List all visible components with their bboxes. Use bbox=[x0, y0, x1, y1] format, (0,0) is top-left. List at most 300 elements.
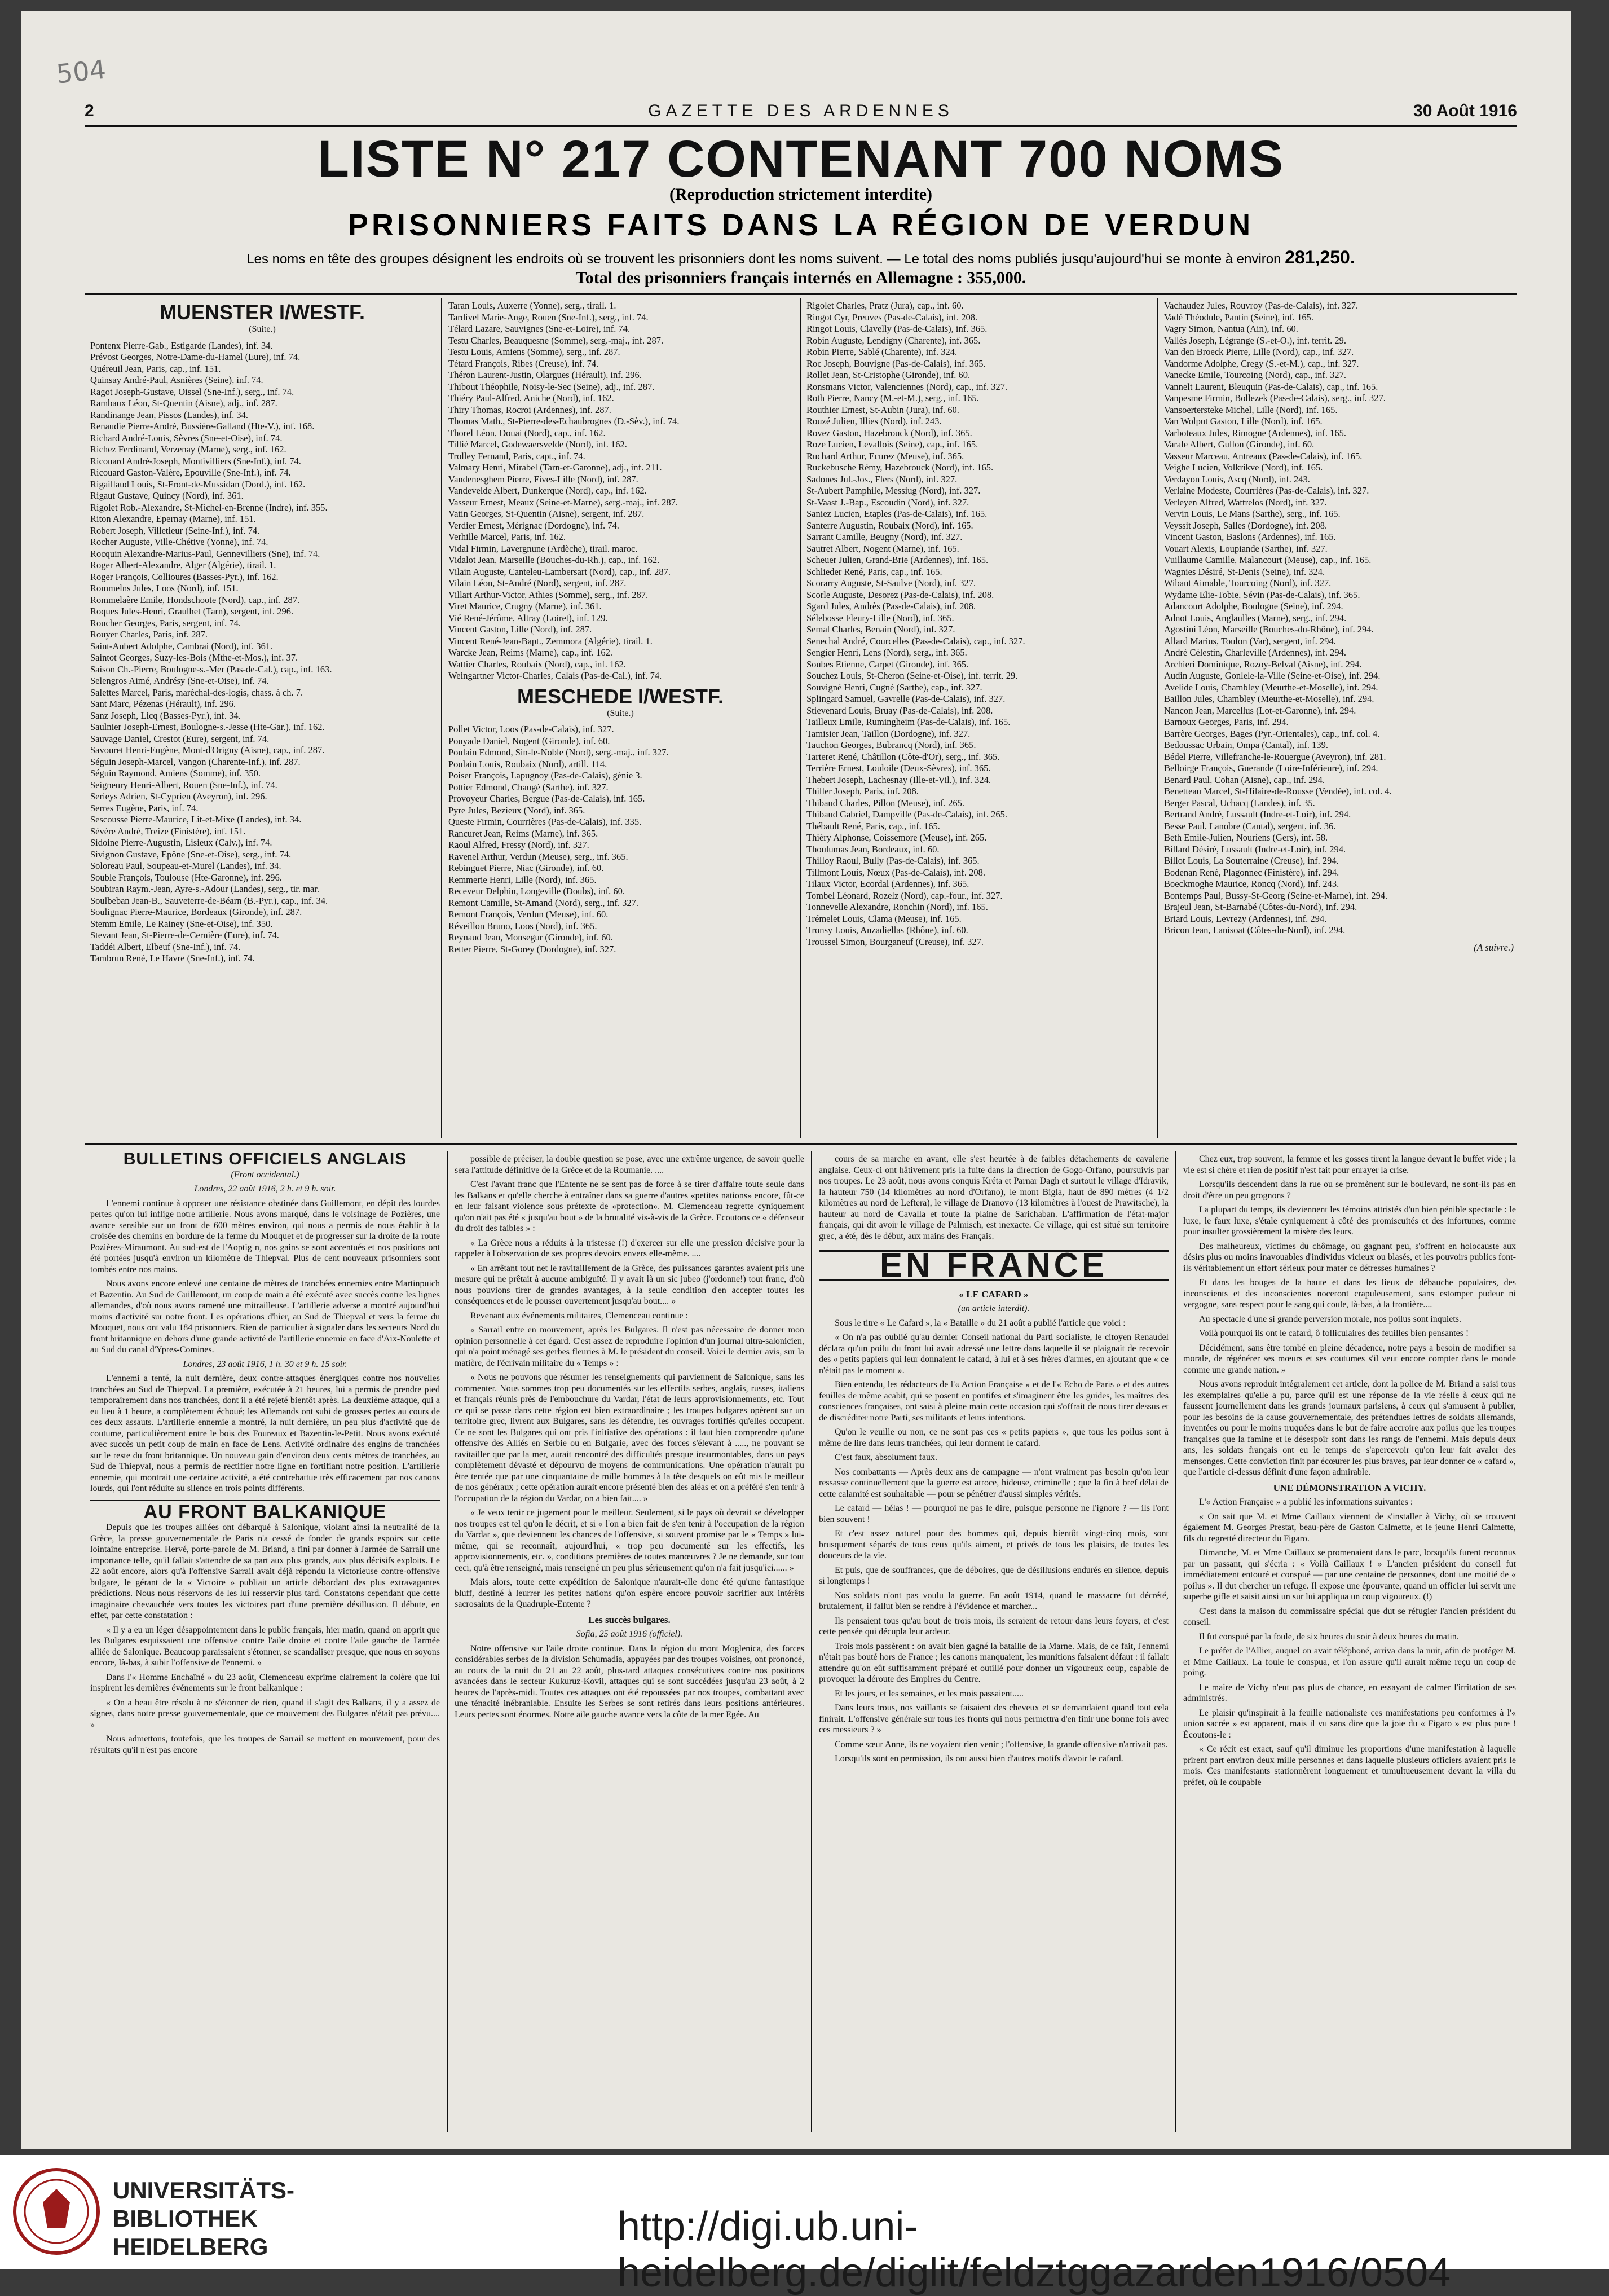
prisoner-entry: Sidoine Pierre-Augustin, Lisieux (Calv.), inf. 74. bbox=[90, 837, 272, 848]
prisoner-entry: Semal Charles, Benain (Nord), inf. 327. bbox=[806, 624, 955, 635]
paragraph: Nous admettons, toutefois, que les troupes de Sarrail se mettent en mouvement, pour des résultats qu'il n'est pas encore bbox=[90, 1734, 440, 1755]
prisoner-entry: Quinsay André-Paul, Asnières (Seine), inf. 74. bbox=[90, 375, 263, 385]
prisoner-entry: Roucher Georges, Paris, sergent, inf. 74. bbox=[90, 617, 241, 628]
paragraph: « En arrêtant tout net le ravitaillement de la Grèce, des puissances garantes avaient pris une mesure qui ne prêtait à aucune ambiguïté. Il y avait là un sic jubeo (j'ordonne!) tout franc, d'où nous pouvions tirer de grandes avantages, à la seule condition d'en accepter toutes les conséquences et de le pousser ouvertement jusqu'au bout.... » bbox=[455, 1263, 804, 1306]
bulletins-title: BULLETINS OFFICIELS ANGLAIS bbox=[123, 1150, 407, 1168]
prisoner-entry: Rocher Auguste, Ville-Chétive (Yonne), inf. 74. bbox=[90, 536, 268, 547]
prisoner-entry: Besse Paul, Lanobre (Cantal), sergent, inf. 36. bbox=[1164, 820, 1336, 832]
prisoner-entry: Ravenel Arthur, Verdun (Meuse), serg., inf. 365. bbox=[448, 851, 628, 862]
prisoner-entry: Tambrun René, Le Havre (Sne-Inf.), inf. 74. bbox=[90, 953, 255, 964]
prisoner-entry: Vanecke Emile, Tourcoing (Nord), cap., inf. 327. bbox=[1164, 370, 1346, 380]
prisoner-entry: Weingartner Victor-Charles, Calais (Pas-de-Cal.), inf. 74. bbox=[448, 670, 662, 681]
prisoner-entry: Routhier Ernest, St-Aubin (Jura), inf. 60. bbox=[806, 404, 959, 415]
prisoner-entry: Rigolet Rob.-Alexandre, St-Michel-en-Brenne (Indre), inf. 355. bbox=[90, 502, 328, 513]
paragraph: Des malheureux, victimes du chômage, ou gagnant peu, s'offrent en holocauste aux désirs plus ou moins inavouables d'individus vicieux ou blasés, et les pouvoirs publics font-ils véritablement un effort sérieux pour mater ce détresses humaines ? bbox=[1183, 1241, 1516, 1273]
paragraph: Le préfet de l'Allier, auquel on avait téléphoné, arriva dans la nuit, afin de protéger M. et Mme Caillaux. La foule le conspua, et l'on assure qu'il aurait même reçu un coup de poing. bbox=[1183, 1646, 1516, 1678]
prisoner-entry: Vervin Louis, Le Mans (Sarthe), serg., inf. 165. bbox=[1164, 508, 1341, 519]
prisoner-entry: Stevant Jean, St-Pierre-de-Cernière (Eure), inf. 74. bbox=[90, 930, 279, 940]
list-column-3 bbox=[806, 300, 1150, 948]
column-rule bbox=[1175, 1151, 1176, 2132]
prisoner-entry: Pollet Victor, Loos (Pas-de-Calais), inf. 327. bbox=[448, 724, 614, 734]
paragraph: Lorsqu'ils sont en permission, ils ont aussi bien d'autres motifs d'avoir le cafard. bbox=[835, 1754, 1123, 1763]
front-label: (Front occidental.) bbox=[231, 1169, 299, 1180]
prisoner-entry: Berger Pascal, Uchacq (Landes), inf. 35. bbox=[1164, 797, 1315, 808]
paragraph: Notre offensive sur l'aile droite continue. Dans la région du mont Moglenica, des forces considérables serbes de la division Schumadia, appuyées par des troupes voisines, ont prononcé, au cours de la nuit du 21 au 22 août, plus-tard attaques consécutives contre nos positions avancées dans le secteur Kukuruz-Kovil, attaques qui se sont succédées jusqu'au 23 août, à 2 heures de l'après-midi. Toutes ces attaques ont été repoussées par nos troupes, combattant avec une ténacité inébranlable. Ensuite les Serbes se sont retirés dans leurs positions antérieures. Leurs pertes sont énormes. Notre aile gauche avance vers la côte de la mer Egée. Au bbox=[455, 1643, 804, 1719]
prisoner-entry: Pouyade Daniel, Nogent (Gironde), inf. 60. bbox=[448, 735, 610, 746]
prisoner-entry: Viret Maurice, Crugny (Marne), inf. 361. bbox=[448, 601, 602, 612]
prisoner-entry: Vincent René-Jean-Bapt., Zemmora (Algérie), tirail. 1. bbox=[448, 635, 653, 646]
prisoner-entry: Thébault René, Paris, cap., inf. 165. bbox=[806, 820, 940, 832]
running-header bbox=[85, 102, 1517, 125]
prisoner-entry: Nancon Jean, Marcellus (Lot-et-Garonne), inf. 294. bbox=[1164, 705, 1356, 716]
paragraph: Au spectacle d'une si grande perversion morale, nos poilus sont inquiets. bbox=[1199, 1314, 1461, 1324]
section-rule bbox=[85, 1143, 1517, 1145]
prisoner-entry: Ragot Joseph-Gustave, Oissel (Sne-Inf.), serg., inf. 74. bbox=[90, 386, 294, 397]
prisoner-entry: Rancuret Jean, Reims (Marne), inf. 365. bbox=[448, 828, 598, 839]
prisoner-entry: Pontenx Pierre-Gab., Estigarde (Landes), inf. 34. bbox=[90, 340, 273, 351]
paragraph: Lorsqu'ils descendent dans la rue ou se promènent sur le boulevard, ne sont-ils pas en droit d'être un peu grognons ? bbox=[1183, 1180, 1516, 1200]
prisoner-entry: Audin Auguste, Gonlele-la-Ville (Seine-et-Oise), inf. 294. bbox=[1164, 670, 1381, 681]
prisoner-entry: Soubes Etienne, Carpet (Gironde), inf. 365. bbox=[806, 658, 969, 670]
prisoner-entry: Tilaux Victor, Ecordal (Ardennes), inf. 365. bbox=[806, 878, 969, 889]
prisoner-entry: Rouzé Julien, Illies (Nord), inf. 243. bbox=[806, 416, 942, 426]
prisoner-entry: Tailleux Emile, Rumingheim (Pas-de-Calais), inf. 165. bbox=[806, 716, 1011, 727]
prisoner-entry: Tétard François, Ribes (Creuse), inf. 74. bbox=[448, 358, 599, 369]
prisoner-entry: Ringot Louis, Clavelly (Pas-de-Calais), inf. 365. bbox=[806, 323, 988, 334]
prisoner-entry: Roth Pierre, Nancy (M.-et-M.), serg., inf. 165. bbox=[806, 393, 979, 403]
paragraph: C'est l'avant franc que l'Entente ne se sent pas de force à se tirer d'affaire toute seule dans les Balkans et qu'elle cherche à entraîner dans sa guerre d'autres «petites nations» encore, fût-ce en leur faisant violence sous prétexte de «protection». M. Clemenceau regrette cyniquement qu'on n'ait pas été « jusqu'au bout » de la brutalité vis-à-vis de la Grèce. Ecoutons ce « défenseur du droit des faibles » : bbox=[455, 1180, 804, 1233]
prisoner-entry: Sautret Albert, Nogent (Marne), inf. 165. bbox=[806, 543, 959, 554]
library-name bbox=[113, 2176, 294, 2261]
bulletin-date: Londres, 23 août 1916, 1 h. 30 et 9 h. 15 soir. bbox=[183, 1359, 347, 1369]
paragraph: Revenant aux événements militaires, Clemenceau continue : bbox=[470, 1310, 689, 1321]
library-name-line: HEIDELBERG bbox=[113, 2233, 268, 2260]
to-be-continued: (A suivre.) bbox=[1474, 942, 1514, 953]
prisoner-entry: Vadé Théodule, Pantin (Seine), inf. 165. bbox=[1164, 311, 1314, 323]
prisoner-entry: Ruckebusche Rémy, Hazebrouck (Nord), inf. 165. bbox=[806, 462, 994, 473]
paragraph: « Ce récit est exact, sauf qu'il diminue les proportions d'une manifestation à laquelle prirent part environ deux mille personnes et dans laquelle plusieurs officiers avaient pris le mois. Ces manifestants stationnèrent longuement et tumultueusement devant la villa du préfet, où le coupable bbox=[1183, 1744, 1516, 1787]
prisoner-entry: Stemm Emile, Le Rainey (Sne-et-Oise), inf. 350. bbox=[90, 918, 273, 929]
prisoner-entry: Roques Jules-Henri, Graulhet (Tarn), sergent, inf. 296. bbox=[90, 606, 294, 617]
list-title: LISTE N° 217 CONTENANT 700 NOMS bbox=[317, 130, 1285, 188]
prisoner-entry: Robin Pierre, Sablé (Charente), inf. 324. bbox=[806, 346, 958, 357]
prisoner-entry: Bricon Jean, Lanisoat (Côtes-du-Nord), inf. 294. bbox=[1164, 925, 1346, 935]
paragraph: La plupart du temps, ils deviennent les témoins attristés d'un bien pénible spectacle : le luxe, le faux luxe, s'étale cyniquement à côté des promiscuités et des infortunes, comme pour insulter grossièrement la misère des leurs. bbox=[1183, 1205, 1516, 1237]
prisoner-entry: Benard Paul, Cohan (Aisne), cap., inf. 294. bbox=[1164, 774, 1325, 785]
prisoner-entry: Riton Alexandre, Epernay (Marne), inf. 151. bbox=[90, 513, 256, 524]
prisoner-entry: Poiser François, Lapugnoy (Pas-de-Calais), génie 3. bbox=[448, 770, 642, 781]
prisoner-entry: Vidal Firmin, Lavergnune (Ardèche), tirail. maroc. bbox=[448, 543, 638, 554]
prisoner-entry: Réveillon Bruno, Loos (Nord), inf. 365. bbox=[448, 920, 597, 931]
prisoner-entry: Veyssit Joseph, Salles (Dordogne), inf. 208. bbox=[1164, 520, 1328, 531]
prisoner-entry: Tillié Marcel, Godewaersvelde (Nord), inf. 162. bbox=[448, 439, 627, 450]
prisoner-entry: Verleyen Alfred, Wattrelos (Nord), inf. 327. bbox=[1164, 496, 1327, 508]
prisoner-entry: Scheuer Julien, Grand-Brie (Ardennes), inf. 165. bbox=[806, 555, 989, 565]
article-column-4 bbox=[1183, 1154, 1516, 1791]
column-rule bbox=[811, 1151, 812, 2132]
prisoner-entry: Baillon Jules, Chambley (Meurthe-et-Moselle), inf. 294. bbox=[1164, 693, 1374, 704]
prisoner-entry: Van Wolput Gaston, Lille (Nord), inf. 165. bbox=[1164, 416, 1323, 426]
list-column-4 bbox=[1164, 300, 1514, 953]
prisoner-entry: Adancourt Adolphe, Boulogne (Seine), inf. 294. bbox=[1164, 601, 1343, 612]
prisoner-entry: Randinange Jean, Pissos (Landes), inf. 34. bbox=[90, 409, 248, 420]
prisoner-entry: Ricouard Gaston-Valère, Epouville (Sne-Inf.), inf. 74. bbox=[90, 467, 291, 478]
prisoner-entry: Thibout Théophile, Noisy-le-Sec (Seine), adj., inf. 287. bbox=[448, 381, 655, 392]
prisoner-entry: Verdier Ernest, Mérignac (Dordogne), inf. 74. bbox=[448, 520, 619, 531]
prisoner-entry: Roger Albert-Alexandre, Alger (Algérie), tirail. 1. bbox=[90, 560, 276, 570]
paragraph: Qu'on le veuille ou non, ce ne sont pas ces « petits papiers », que tous les poilus sont à même de lire dans leurs tranchées, qui leur donnent le cafard. bbox=[819, 1427, 1169, 1448]
prisoner-entry: Vié René-Jérôme, Altray (Loiret), inf. 129. bbox=[448, 612, 608, 623]
prisoner-entry: Troussel Simon, Bourganeuf (Creuse), inf. 327. bbox=[806, 936, 984, 947]
prisoner-entry: Vincent Gaston, Lille (Nord), inf. 287. bbox=[448, 624, 592, 635]
prisoner-entry: Séguin Raymond, Amiens (Somme), inf. 350. bbox=[90, 768, 261, 778]
prisoner-entry: Vasseur Ernest, Meaux (Seine-et-Marne), serg.-maj., inf. 287. bbox=[448, 496, 678, 508]
prisoner-entry: Verlaine Modeste, Courrières (Pas-de-Calais), inf. 327. bbox=[1164, 485, 1369, 496]
library-name-line: BIBLIOTHEK bbox=[113, 2205, 258, 2232]
prisoner-entry: Vandenesghem Pierre, Fives-Lille (Nord), inf. 287. bbox=[448, 473, 638, 485]
prisoner-entry: Sarrant Camille, Beugny (Nord), inf. 327. bbox=[806, 531, 963, 542]
prisoner-entry: Trolley Fernand, Paris, capt., inf. 74. bbox=[448, 450, 585, 461]
paragraph: Comme sœur Anne, ils ne voyaient rien venir ; l'offensive, la grande offensive n'arrivait pas. bbox=[835, 1739, 1168, 1749]
paragraph: L'ennemi continue à opposer une résistance obstinée dans Guillemont, en dépit des lourdes pertes qu'on lui inflige notre artillerie. Nous avons marqué, dans le voisinage de Pozières, une avance sensible sur un front de 600 mètres environ, qui nous a permis de nous établir à la croisée des chemins en bordure de la ferme du Mouquet et de progresser sur la droite de la route Pozières-Miraumont. Au sud-est de l'Aoptig n, nos gains se sont accentués et nos positions ont été portées jusqu'à environ un kilomètre de Thiepval. Plus de cent nouveaux prisonniers sont tombés entre nos mains. bbox=[90, 1198, 440, 1274]
prisoner-entry: Tauchon Georges, Bubrancq (Nord), inf. 365. bbox=[806, 740, 976, 750]
prisoner-entry: Serres Eugène, Paris, inf. 74. bbox=[90, 802, 199, 813]
paragraph: Décidément, sans être tombé en pleine décadence, notre pays a besoin de modifier sa morale, de régénérer ses mœurs et ses coutumes s'il veut encore compter dans le monde comme une grande nation. » bbox=[1183, 1343, 1516, 1375]
prisoner-entry: Pottier Edmond, Chaugé (Sarthe), inf. 327. bbox=[448, 781, 609, 793]
prisoner-entry: Roc Joseph, Bouvigne (Pas-de-Calais), inf. 365. bbox=[806, 358, 986, 369]
prisoner-entry: Retter Pierre, St-Gorey (Dordogne), inf. 327. bbox=[448, 943, 616, 955]
prisoner-entry: Testu Charles, Beauquesne (Somme), serg.-maj., inf. 287. bbox=[448, 335, 664, 346]
prisoner-entry: Tillmont Louis, Nœux (Pas-de-Calais), inf. 208. bbox=[806, 867, 986, 878]
column-rule bbox=[441, 298, 442, 1138]
prisoner-entry: Sengier Henri, Lens (Nord), serg., inf. 365. bbox=[806, 647, 967, 658]
prisoner-entry: Avelide Louis, Chambley (Meurthe-et-Moselle), inf. 294. bbox=[1164, 681, 1378, 693]
reproduction-notice: (Reproduction strictement interdite) bbox=[669, 185, 932, 204]
prisoner-entry: Sant Marc, Pézenas (Hérault), inf. 296. bbox=[90, 698, 236, 709]
prisoner-entry: Splingard Samuel, Gavrelle (Pas-de-Calais), inf. 327. bbox=[806, 693, 1006, 704]
prisoner-entry: Soulbeban Jean-B., Sauveterre-de-Béarn (B.-Pyr.), cap., inf. 34. bbox=[90, 895, 328, 906]
prisoner-entry: Richard André-Louis, Sèvres (Sne-et-Oise), inf. 74. bbox=[90, 432, 283, 443]
prisoner-entry: Queste Firmin, Courrières (Pas-de-Calais), inf. 335. bbox=[448, 816, 642, 827]
prisoner-entry: Thiéry Paul-Alfred, Aniche (Nord), inf. 162. bbox=[448, 393, 614, 403]
subheading: Les succès bulgares. bbox=[588, 1614, 671, 1625]
prisoner-entry: Poulain Edmond, Sin-le-Noble (Nord), serg.-maj., inf. 327. bbox=[448, 747, 669, 758]
permalink[interactable]: http://digi.ub.uni-heidelberg.de/diglit/feldztggazarden1916/0504 bbox=[618, 2204, 1451, 2295]
prisoner-entry: Ruchard Arthur, Ecurez (Meuse), inf. 365. bbox=[806, 450, 964, 461]
paragraph: Dans leurs trous, nos vaillants se faisaient des cheveux et se demandaient quand tout cela finirait. L'offensive générale sur tous les fronts qui nous permettra d'en finir une bonne fois avec ces messieurs ? » bbox=[819, 1703, 1169, 1735]
prisoner-entry: Robin Auguste, Lendigny (Charente), inf. 365. bbox=[806, 335, 981, 346]
prisoner-entry: Roger François, Collioures (Basses-Pyr.), inf. 162. bbox=[90, 571, 279, 582]
prisoner-entry: Wattier Charles, Roubaix (Nord), cap., inf. 162. bbox=[448, 658, 626, 670]
prisoner-entry: Vanpesme Firmin, Bollezek (Pas-de-Calais), serg., inf. 327. bbox=[1164, 393, 1386, 403]
prisoner-entry: Tronsy Louis, Anzadiellas (Rhône), inf. 60. bbox=[806, 925, 968, 935]
prisoner-entry: Rovez Gaston, Hazebrouck (Nord), inf. 365. bbox=[806, 427, 972, 438]
prisoner-entry: Télard Lazare, Sauvignes (Sne-et-Loire), inf. 74. bbox=[448, 323, 631, 334]
prisoner-entry: Rollet Jean, St-Cristophe (Gironde), inf. 60. bbox=[806, 370, 971, 380]
prisoner-entry: Taran Louis, Auxerre (Yonne), serg., tirail. 1. bbox=[448, 300, 616, 311]
library-banner bbox=[0, 2155, 1609, 2295]
paragraph: Sous le titre « Le Cafard », la « Bataille » du 21 août a publié l'article que voici : bbox=[835, 1318, 1126, 1328]
prisoner-entry: Vallès Joseph, Légrange (S.-et-O.), inf. territ. 29. bbox=[1164, 335, 1347, 346]
prisoner-entry: Savouret Henri-Eugène, Mont-d'Origny (Aisne), cap., inf. 287. bbox=[90, 745, 325, 755]
prisoner-entry: Tamisier Jean, Taillon (Dordogne), inf. 327. bbox=[806, 728, 971, 739]
prisoner-entry: Thiry Thomas, Rocroi (Ardennes), inf. 287. bbox=[448, 404, 611, 415]
prisoner-entry: Bontemps Paul, Bussy-St-Georg (Seine-et-Marne), inf. 294. bbox=[1164, 890, 1388, 901]
prisoner-entry: Soloreau Paul, Soupeau-et-Murel (Landes), inf. 34. bbox=[90, 860, 281, 871]
prisoner-entry: Varboteaux Jules, Rimogne (Ardennes), inf. 165. bbox=[1164, 427, 1347, 438]
paragraph: Dans l'« Homme Enchaîné » du 23 août, Clemenceau exprime clairement la colère que lui inspirent les dernières événements sur le front balkanique : bbox=[90, 1672, 440, 1693]
prisoner-entry: Rebinguet Pierre, Niac (Gironde), inf. 60. bbox=[448, 863, 604, 873]
suite-label: (Suite.) bbox=[249, 324, 276, 334]
prisoner-entry: Rigaillaud Louis, St-Front-de-Mussidan (Dord.), inf. 162. bbox=[90, 478, 306, 490]
prisoner-entry: Saison Ch.-Pierre, Boulogne-s.-Mer (Pas-de-Cal.), cap., inf. 163. bbox=[90, 663, 332, 675]
paragraph: Le maire de Vichy n'eut pas plus de chance, en essayant de calmer l'irritation de ses administrés. bbox=[1183, 1682, 1516, 1703]
prisoner-entry: Richez Ferdinand, Verzenay (Marne), serg., inf. 162. bbox=[90, 444, 286, 455]
prisoner-entry: Soulignac Pierre-Maurice, Bordeaux (Gironde), inf. 287. bbox=[90, 907, 302, 917]
library-name-line: UNIVERSITÄTS- bbox=[113, 2177, 295, 2203]
prisoner-entry: Vannelt Laurent, Bleuquin (Pas-de-Calais), cap., inf. 165. bbox=[1164, 381, 1378, 392]
prisoner-entry: Saint-Aubert Adolphe, Cambrai (Nord), inf. 361. bbox=[90, 640, 273, 652]
prisoner-entry: Belloirge François, Guerande (Loire-Inférieure), inf. 294. bbox=[1164, 763, 1378, 773]
prisoner-entry: Benetteau Marcel, St-Hilaire-de-Rousse (Vendée), inf. col. 4. bbox=[1164, 786, 1392, 797]
prisoner-entry: Billard Désiré, Lussault (Indre-et-Loir), inf. 294. bbox=[1164, 843, 1346, 855]
prisoner-entry: Tonnevelle Alexandre, Ronchin (Nord), inf. 165. bbox=[806, 901, 988, 912]
paragraph: L'« Action Française » a publié les informations suivantes : bbox=[1199, 1497, 1413, 1507]
masthead: GAZETTE DES ARDENNES bbox=[648, 102, 954, 120]
header-rule bbox=[85, 125, 1517, 127]
prisoner-entry: Villart Arthur-Victor, Athies (Somme), serg., inf. 287. bbox=[448, 589, 649, 600]
cafard-heading: « LE CAFARD » bbox=[959, 1288, 1029, 1300]
prisoner-entry: Terrière Ernest, Louloile (Deux-Sèvres), inf. 365. bbox=[806, 763, 991, 773]
bulletin-date: Sofia, 25 août 1916 (officiel). bbox=[576, 1629, 683, 1639]
prisoner-entry: Archieri Dominique, Rozoy-Belval (Aisne), inf. 294. bbox=[1164, 658, 1362, 670]
list-column-2 bbox=[448, 300, 792, 955]
prisoner-entry: Agostini Léon, Marseille (Bouches-du-Rhône), inf. 294. bbox=[1164, 624, 1374, 635]
paragraph: Ils pensaient tous qu'au bout de trois mois, ils seraient de retour dans leurs foyers, et c'est cette pensée qui décupla leur ardeur. bbox=[819, 1616, 1169, 1637]
prisoner-entry: Bedoussac Urbain, Ompa (Cantal), inf. 139. bbox=[1164, 740, 1328, 750]
prisoner-entry: Trémelet Louis, Clama (Meuse), inf. 165. bbox=[806, 913, 962, 924]
paragraph: « On n'a pas oublié qu'au dernier Conseil national du Parti socialiste, le citoyen Renaudel déclara qu'un poilu du front lui avait adressé une lettre dans laquelle il se plaignait de recevoir des « petits papiers qui leur donnaient le cafard, à lui et à ses frères d'armes, en ajoutant que « ce n'était pas le moment ». bbox=[819, 1332, 1169, 1375]
prisoner-entry: Thomas Math., St-Pierre-des-Echaubrognes (D.-Sèv.), inf. 74. bbox=[448, 416, 680, 426]
prisoner-entry: Rouyer Charles, Paris, inf. 287. bbox=[90, 629, 208, 640]
paragraph: Et puis, que de souffrances, que de déboires, que de désillusions endurés en silence, depuis si longtemps ! bbox=[819, 1565, 1169, 1586]
prisoner-entry: St-Vaast J.-Bap., Escoudin (Nord), inf. 327. bbox=[806, 496, 969, 508]
paragraph: Le plaisir qu'inspirait à la feuille nationaliste ces manifestations peu conformes à l'« union sacrée » est apparent, mais il vu sans dire que la joie du « Figaro » est plus pure ! Écoutons-le : bbox=[1183, 1708, 1516, 1740]
prisoner-entry: Poulain Louis, Roubaix (Nord), artill. 114. bbox=[448, 758, 607, 769]
prisoner-entry: Barnoux Georges, Paris, inf. 294. bbox=[1164, 716, 1289, 727]
prisoner-entry: Remont Camille, St-Amand (Nord), serg., inf. 327. bbox=[448, 897, 638, 908]
prisoner-entry: Thibaud Charles, Pillon (Meuse), inf. 265. bbox=[806, 797, 965, 808]
prisoner-entry: Billot Louis, La Souterraine (Creuse), inf. 294. bbox=[1164, 855, 1339, 866]
prisoner-entry: Warcke Jean, Reims (Marne), cap., inf. 162. bbox=[448, 647, 612, 658]
prisoner-entry: Sévère André, Treize (Finistère), inf. 151. bbox=[90, 825, 246, 837]
prisoner-entry: Thibaud Gabriel, Dampville (Pas-de-Calais), inf. 265. bbox=[806, 809, 1008, 820]
prisoner-entry: Varale Albert, Gullon (Gironde), inf. 60. bbox=[1164, 439, 1315, 450]
prisoner-entry: Adnot Louis, Anglaulles (Marne), serg., inf. 294. bbox=[1164, 612, 1347, 623]
prisoner-entry: Taddéi Albert, Elbeuf (Sne-Inf.), inf. 74. bbox=[90, 941, 241, 952]
paragraph: C'est faux, absolument faux. bbox=[835, 1453, 937, 1462]
prisoner-entry: Verdayon Louis, Ascq (Nord), inf. 243. bbox=[1164, 473, 1310, 485]
prisoner-entry: Schlieder René, Paris, cap., inf. 165. bbox=[806, 566, 942, 577]
total-line: Total des prisonniers français internés en Allemagne : 355,000. bbox=[575, 269, 1026, 287]
prisoner-entry: Sgard Jules, Andrès (Pas-de-Calais), inf. 208. bbox=[806, 601, 976, 612]
prisoner-entry: Tardivel Marie-Ange, Rouen (Sne-Inf.), serg., inf. 74. bbox=[448, 311, 649, 323]
article-column-1 bbox=[90, 1150, 440, 1759]
paragraph: Et dans les bouges de la haute et dans les lieux de débauche populaires, des inconscients et des inconscientes noceront crapuleusement, sans estomper pudeur ni vergogne, sans respect pour le sang qui coule, là-bas, à la frontière.... bbox=[1183, 1278, 1516, 1309]
prisoner-entry: Rommelaère Emile, Hondschoote (Nord), cap., inf. 287. bbox=[90, 594, 300, 605]
paragraph: « La Grèce nous a réduits à la tristesse (!) d'exercer sur elle une pression décisive pour la rappeler à l'observation de ses propres devoirs envers elle-même. .... bbox=[455, 1238, 804, 1259]
prisoner-entry: Provoyeur Charles, Bergue (Pas-de-Calais), inf. 165. bbox=[448, 793, 645, 804]
prisoner-entry: Verhille Marcel, Paris, inf. 162. bbox=[448, 531, 566, 542]
prisoner-entry: Soubiran Raym.-Jean, Ayre-s.-Adour (Landes), serg., tir. mar. bbox=[90, 883, 320, 894]
paragraph: Et les jours, et les semaines, et les mois passaient..... bbox=[835, 1688, 1024, 1699]
column-rule bbox=[447, 1151, 448, 2132]
prisoner-entry: Rigaut Gustave, Quincy (Nord), inf. 361. bbox=[90, 490, 244, 501]
prisoner-entry: Receveur Delphin, Longeville (Doubs), inf. 60. bbox=[448, 886, 625, 896]
prisoner-entry: Beth Emile-Julien, Nouriens (Gers), inf. 58. bbox=[1164, 832, 1328, 843]
paragraph: L'ennemi a tenté, la nuit dernière, deux contre-attaques énergiques contre nos nouvelles tranchées au Sud de Thiepval. La première, exécutée à 21 heures, lui a permis de prendre pied temporairement dans nos tranchées, dont il a été rejeté bientôt après. La deuxième attaque, qui a eu lieu à 1 heure, a complètement échoué; les Allemands ont subi de grosses pertes au cours de ces deux assauts. L'artillerie ennemie a montré, la nuit dernière, un peu plus d'activité que de coutume, particulièrement entre le bois des Foureaux et Bazentin-le-Petit. Nous avons exécuté avec succès un petit coup de main en face de Lens. Activité ordinaire des engins de tranchées sur le reste du front britannique. Un nouveau gain d'environ deux cents mètres de tranchées, au Sud de Thiepval, nous a permis de rectifier notre ligne en fortifiant notre position. L'artillerie ennemie, qui montrait une certaine activité, a été contrebattue très efficacement par nos canons lourds, qui l'ont réduite au silence en trois points différents. bbox=[90, 1374, 440, 1493]
list-heading: PRISONNIERS FAITS DANS LA RÉGION DE VERDUN bbox=[347, 208, 1254, 242]
paragraph: Nos soldats n'ont pas voulu la guerre. En août 1914, quand le massacre fut décrété, brutalement, il fallut bien se rendre à l'évidence et marcher... bbox=[819, 1590, 1169, 1611]
prisoner-entry: Wagnies Désiré, St-Denis (Seine), inf. 324. bbox=[1164, 566, 1325, 577]
prisoner-entry: Bodenan René, Plagonnec (Finistère), inf. 294. bbox=[1164, 867, 1339, 878]
paragraph: Mais alors, toute cette expédition de Salonique n'aurait-elle donc été qu'une fantastique bluff, destiné à leurrer les petites nations qu'on espère encore pouvoir sacrifier aux intérêts sacrosaints de la Quadruple-Entente ? bbox=[455, 1577, 804, 1609]
prisoner-entry: Bertrand André, Lussault (Indre-et-Loir), inf. 294. bbox=[1164, 809, 1351, 820]
vichy-heading: UNE DÉMONSTRATION A VICHY. bbox=[1273, 1482, 1426, 1493]
prisoner-entry: Seigneury Henri-Albert, Rouen (Sne-Inf.), inf. 74. bbox=[90, 779, 277, 790]
paragraph: « On sait que M. et Mme Caillaux viennent de s'installer à Vichy, où se trouvent également M. Georges Prestat, beau-père de Gaston Calmette, et le jeune Henri Calmette, fils du regretté directeur du Figaro. bbox=[1183, 1511, 1516, 1543]
prisoner-entry: Souvigné Henri, Cugné (Sarthe), cap., inf. 327. bbox=[806, 681, 982, 693]
prisoner-entry: Vagry Simon, Nantua (Ain), inf. 60. bbox=[1164, 323, 1298, 334]
en-france-heading: EN FRANCE bbox=[819, 1250, 1169, 1281]
prisoner-entry: Wibaut Aimable, Tourcoing (Nord), inf. 327. bbox=[1164, 578, 1332, 588]
paragraph: Et c'est assez naturel pour des hommes qui, depuis bientôt vingt-cinq mois, sont brusquement séparés de tous ceux qu'ils aiment, et privés de tous les plaisirs, de toutes les douceurs de la vie. bbox=[819, 1529, 1169, 1560]
prisoner-entry: Scorle Auguste, Desorez (Pas-de-Calais), inf. 208. bbox=[806, 589, 994, 600]
paragraph: cours de sa marche en avant, elle s'est heurtée à de faibles détachements de cavalerie anglaise. Ceux-ci ont hâtivement pris la fuite dans la direction de Gogo-Orfano, poursuivis par nos troupes. Le 23 août, nous avons conquis Kréta et Parnar Dagh et surtout le village d'Idravik, la hauteur 750 (14 kilomètres au nord d'Orfano), le mont Bigla, haut de 890 mètres (4 1/2 kilomètres au nord de Leftera), le village de Dranovo (13 kilomètres à l'ouest de Prawitsche), la hauteur au nord de Cavalla et toute la plaine de Sarichaban. L'affirmation de l'état-major français, qui dit avoir le village de Palmisch, est inexacte. Ce village, qui est situé sur territoire grec, a été, dès le début, aux mains des Français. bbox=[819, 1154, 1169, 1241]
paragraph: C'est dans la maison du commissaire spécial que dut se réfugier l'ancien président du conseil. bbox=[1183, 1606, 1516, 1627]
paragraph: Nous avons encore enlevé une centaine de mètres de tranchées ennemies entre Martinpuich et Bazentin. Au Sud de Guillemont, un coup de main a été exécuté avec succès contre les lignes allemandes, d'où nous avons ramené une mitrailleuse. L'artillerie adverse a montré aujourd'hui moins d'activité sur notre front. Les opérations d'hier, au Sud de Thiepval et vers la ferme du Mouquet, nous ont valu 184 prisonniers. Rien de particulier à signaler dans les secteurs Nord du front britannique en dehors d'une grande activité de l'artillerie ennemie en face d'Aix-Noulette et au Sud du canal d'Ypres-Comines. bbox=[90, 1279, 440, 1354]
prisoner-entry: Briard Louis, Levrezy (Ardennes), inf. 294. bbox=[1164, 913, 1327, 924]
camp-name: MUENSTER I/WESTF. bbox=[159, 301, 365, 324]
prisoner-entry: Ringot Cyr, Preuves (Pas-de-Calais), inf. 208. bbox=[806, 311, 978, 323]
prisoner-entry: Thiéry Alphonse, Coissemore (Meuse), inf. 265. bbox=[806, 832, 987, 843]
prisoner-entry: André Célestin, Charleville (Ardennes), inf. 294. bbox=[1164, 647, 1347, 658]
prisoner-entry: Sescousse Pierre-Maurice, Lit-et-Mixe (Landes), inf. 34. bbox=[90, 814, 302, 825]
paragraph: « Je veux tenir ce jugement pour le meilleur. Seulement, si le pays où devrait se développer nos troupes est tel qu'on le décrit, et si « l'on a bien fait de s'en tenir à l'occupation de la région du Vardar », que deviennent les chances de l'offensive, si souvent promise par le « Temps » lui-même, qui se reconnaît, aujourd'hui, « trop peu documenté sur les effectifs, les approvisionnements, etc. », conditions premières de toutes manœuvres ? Je ne demande, sur tout ceci, qu'à être renseigné, mais renseigné un peu plus sérieusement qu'on n'a fait jusqu'ici...... » bbox=[455, 1508, 804, 1573]
column-rule bbox=[800, 298, 801, 1138]
prisoner-entry: Thilloy Raoul, Bully (Pas-de-Calais), inf. 365. bbox=[806, 855, 980, 866]
cafard-subheading: (un article interdit). bbox=[958, 1304, 1030, 1313]
prisoner-entry: Rigolet Charles, Pratz (Jura), cap., inf. 60. bbox=[806, 300, 964, 311]
prisoner-entry: Prévost Georges, Notre-Dame-du-Hamel (Eure), inf. 74. bbox=[90, 351, 301, 362]
prisoner-entry: Quéreuil Jean, Paris, cap., inf. 151. bbox=[90, 363, 221, 374]
prisoner-entry: St-Aubert Pamphile, Messiug (Nord), inf. 327. bbox=[806, 485, 981, 496]
prisoner-entry: Bédel Pierre, Villefranche-le-Rouergue (Aveyron), inf. 281. bbox=[1164, 751, 1386, 762]
prisoner-entry: Thiller Joseph, Paris, inf. 208. bbox=[806, 786, 919, 797]
prisoner-entry: Brajeul Jean, St-Barnabé (Côtes-du-Nord), inf. 294. bbox=[1164, 901, 1357, 912]
paragraph: Le cafard — hélas ! — pourquoi ne pas le dire, puisque personne ne l'ignore ? — ils l'ont bien souvent ! bbox=[819, 1503, 1169, 1524]
paragraph: Dimanche, M. et Mme Caillaux se promenaient dans le parc, lorsqu'ils furent reconnus par un passant, qui s'écria : « Voilà Caillaux ! » L'ancien président du conseil fut immédiatement entouré et conspué — par une centaine de personnes, dont une moitié de « poilus ». Il dut chercher un refuge. Il expose une épouvante, quand un officier lui servit une superbe gifle et saisit ainsi un sur lui appliqua un coup vigoureux. (!) bbox=[1183, 1548, 1516, 1602]
paragraph: « Nous ne pouvons que résumer les renseignements qui parviennent de Salonique, sans les commenter. Nous sommes trop peu documentés sur les effectifs serbes, anglais, russes, italiens et français réunis près de l'embouchure du Vardar, l'état de leurs approvisionnements, etc. Tout ce qui se passe dans cette région est bien extraordinaire ; les troupes bulgares opèrent sur un territoire grec, livrent aux Bulgares, sans les défendre, les ouvrages fortifiés qu'elles occupent. Ce ne sont les Bulgares qui ont pris l'initiative des opérations : il faut bien comprendre qu'une offensive des Alliés en Serbie ou en Bulgarie, avec des forces s'élevant à ....., ne pouvant se ravitailler que par la mer, aurait rencontré des difficultés presque insurmontables, dans un pays complètement dévasté et dépourvu de moyens de communications. Une opération n'aurait pu être tentée que par une cinquantaine de mille hommes à la tête desquels on eût mis le meilleur de nos généraux ; cette opération aurait encore présenté bien des aléas et on a préféré s'en tenir à l'occupation de la région du Vardar, on a bien fait.... » bbox=[455, 1373, 804, 1503]
handwritten-page-number: 504 bbox=[55, 54, 108, 90]
bulletin-date: Londres, 22 août 1916, 2 h. et 9 h. soir. bbox=[194, 1184, 336, 1194]
camp-name: MESCHEDE I/WESTF. bbox=[517, 684, 724, 708]
note-text: Les noms en tête des groupes désignent les endroits où se trouvent les prisonniers dont les noms suivent. — Le total des noms publiés jusqu'aujourd'hui se monte à environ bbox=[246, 252, 1281, 267]
prisoner-entry: Tarteret René, Châtillon (Côte-d'Or), serg., inf. 365. bbox=[806, 751, 1000, 762]
prisoner-entry: Séguin Joseph-Marcel, Vangon (Charente-Inf.), inf. 287. bbox=[90, 756, 301, 767]
prisoner-entry: Saulnier Joseph-Ernest, Boulogne-s.-Jesse (Hte-Gar.), inf. 162. bbox=[90, 722, 325, 732]
prisoner-entry: Théron Laurent-Justin, Olargues (Hérault), inf. 296. bbox=[448, 370, 642, 380]
prisoner-entry: Ricouard André-Joseph, Montivilliers (Sne-Inf.), inf. 74. bbox=[90, 455, 301, 467]
column-rule bbox=[1157, 298, 1158, 1138]
prisoner-entry: Rommelns Jules, Loos (Nord), inf. 151. bbox=[90, 583, 239, 593]
prisoner-entry: Vilain Auguste, Canteleu-Lambersart (Nord), cap., inf. 287. bbox=[448, 566, 671, 577]
prisoner-entry: Vandevelde Albert, Dunkerque (Nord), cap., inf. 162. bbox=[448, 485, 647, 496]
prisoner-entry: Souble François, Toulouse (Hte-Garonne), inf. 296. bbox=[90, 872, 282, 883]
prisoner-entry: Tombel Léonard, Rozelz (Nord), cap.-four., inf. 327. bbox=[806, 890, 1003, 901]
prisoner-entry: Serieys Adrien, St-Cyprien (Aveyron), inf. 296. bbox=[90, 791, 267, 802]
prisoner-entry: Vasseur Marceau, Antreaux (Pas-de-Calais), inf. 165. bbox=[1164, 450, 1363, 461]
page-number: 2 bbox=[85, 102, 94, 120]
prisoner-entry: Vouart Alexis, Loupiande (Sarthe), inf. 327. bbox=[1164, 543, 1328, 554]
paragraph: Il fut conspué par la foule, de six heures du soir à deux heures du matin. bbox=[1199, 1631, 1459, 1642]
note-total: 281,250. bbox=[1285, 247, 1355, 267]
prisoner-entry: Sauvage Daniel, Crestot (Eure), sergent, inf. 74. bbox=[90, 733, 270, 744]
paragraph: « Sarrail entre en mouvement, après les Bulgares. Il n'est pas nécessaire de donner mon opinion personnelle à cet égard. C'est assez de reproduire l'opinion d'un journal ultra-salonicien, qui n'a point ménagé ses gerbes fleuries à M. le président du conseil. Voici le dernier avis, sur la matière, de l'écrivain militaire du « Temps » : bbox=[455, 1325, 804, 1368]
paragraph: Depuis que les troupes alliées ont débarqué à Salonique, violant ainsi la neutralité de la Grèce, la presse gouvernementale de Paris n'a cessé de fonder de grands espoirs sur cette lointaine entreprise. Hervé, porte-parole de M. Briand, a fini par donner à l'armée de Sarrail une importance telle, qu'il fallait s'attendre de sa part aux plus grands, aux plus décisifs exploits. Le 22 août encore, alors qu'à l'offensive Sarrail avait déjà répondu la victorieuse contre-offensive bulgare, le gérant de la « Victoire » publiait un article débordant des plus extravagantes prédictions. Nous nous réservons de les lui resservir plus tard. Constatons cependant que cette imaginaire chevauchée vers toutes les victoires part d'une première désillusion. Il débute, en effet, par cette constatation : bbox=[90, 1523, 440, 1620]
prisoner-entry: Vidalot Jean, Marseille (Bouches-du-Rh.), cap., inf. 162. bbox=[448, 555, 660, 565]
prisoner-entry: Saniez Lucien, Etaples (Pas-de-Calais), inf. 165. bbox=[806, 508, 988, 519]
balkan-title: AU FRONT BALKANIQUE bbox=[90, 1500, 440, 1518]
paragraph: Bien entendu, les rédacteurs de l'« Action Française » et de l'« Echo de Paris » et des autres feuilles de même acabit, qui se posent en pontifes et s'imaginent être les guides, les maîtres des consciences françaises, ont saisi à pleine main cette occasion qui s'offrait de nous tirer dessus et de discréditer notre Parti, ses militants et leurs intentions. bbox=[819, 1380, 1169, 1423]
prisoner-entry: Remmerie Henri, Lille (Nord), inf. 365. bbox=[448, 874, 597, 885]
article-column-3 bbox=[819, 1154, 1169, 1768]
prisoner-entry: Robert Joseph, Villetieur (Seine-Inf.), inf. 74. bbox=[90, 525, 260, 536]
paragraph: Nos combattants — Après deux ans de campagne — n'ont vraiment pas besoin qu'on leur ressasse continuellement que la guerre est atroce, hideuse, criminelle ; que la fin à bref délai de cette calamité est souhaitable — pour se pénétrer d'aussi simples vérités. bbox=[819, 1467, 1169, 1499]
prisoner-entry: Reynaud Jean, Monsegur (Gironde), inf. 60. bbox=[448, 932, 613, 943]
prisoner-entry: Vuillaume Camille, Malancourt (Meuse), cap., inf. 165. bbox=[1164, 555, 1372, 565]
paragraph: Trois mois passèrent : on avait bien gagné la bataille de la Marne. Mais, de ce fait, l'ennemi n'était pas bouté hors de France ; les canons manquaient, les munitions faisaient défaut : il fallait attendre qu'on eût suffisamment préparé et outillé pour donner un vigoureux coup, capable de provoquer la déroute des Empires du Centre. bbox=[819, 1641, 1169, 1684]
prisoner-entry: Sadones Jul.-Jos., Flers (Nord), inf. 327. bbox=[806, 473, 958, 485]
prisoner-entry: Santerre Augustin, Roubaix (Nord), inf. 165. bbox=[806, 520, 973, 531]
prisoner-entry: Renaudie Pierre-André, Bussière-Galland (Hte-V.), inf. 168. bbox=[90, 421, 315, 432]
paragraph: Chez eux, trop souvent, la femme et les gosses tirent la langue devant le buffet vide ; la vie est si chère et rien de positif n'est fait pour enrayer la crise. bbox=[1183, 1154, 1516, 1175]
issue-date: 30 Août 1916 bbox=[1413, 102, 1517, 120]
prisoner-entry: Wydame Elie-Tobie, Sévin (Pas-de-Calais), inf. 365. bbox=[1164, 589, 1360, 600]
prisoner-entry: Thoulumas Jean, Bordeaux, inf. 60. bbox=[806, 843, 940, 855]
prisoner-entry: Pyre Jules, Bezieux (Nord), inf. 365. bbox=[448, 804, 585, 816]
suite-label: (Suite.) bbox=[607, 708, 634, 718]
prisoner-entry: Sivignon Gustave, Epône (Sne-et-Oise), serg., inf. 74. bbox=[90, 848, 292, 860]
prisoner-entry: Ronsmans Victor, Valenciennes (Nord), cap., inf. 327. bbox=[806, 381, 1008, 392]
paragraph: possible de préciser, la double question se pose, avec une extrême urgence, de savoir quelle sera l'attitude définitive de la Grèce et de la Roumanie. .... bbox=[455, 1154, 804, 1175]
prisoner-entry: Selengros Aimé, Andrésy (Sne-et-Oise), inf. 74. bbox=[90, 675, 269, 686]
prisoner-entry: Vincent Gaston, Baslons (Ardennes), inf. 165. bbox=[1164, 531, 1336, 542]
prisoner-entry: Boeckmoghe Maurice, Roncq (Nord), inf. 243. bbox=[1164, 878, 1339, 889]
list-top-rule bbox=[85, 293, 1517, 295]
prisoner-entry: Veighe Lucien, Volkrikve (Nord), inf. 165. bbox=[1164, 462, 1323, 473]
prisoner-entry: Testu Louis, Amiens (Somme), serg., inf. 287. bbox=[448, 346, 620, 357]
article-column-2 bbox=[455, 1154, 804, 1723]
prisoner-entry: Vilain Léon, St-André (Nord), sergent, inf. 287. bbox=[448, 578, 627, 588]
prisoner-entry: Valmary Henri, Mirabel (Tarn-et-Garonne), adj., inf. 211. bbox=[448, 462, 662, 473]
paragraph: « On a beau être résolu à ne s'étonner de rien, quand il s'agit des Balkans, il y a assez de signes, dans notre presse gouvernementale, que ce mouvement des Bulgares n'était pas prévu.... » bbox=[90, 1697, 440, 1730]
prisoner-entry: Thorel Léon, Douai (Nord), cap., inf. 162. bbox=[448, 427, 606, 438]
prisoner-entry: Allard Marius, Toulon (Var), sergent, inf. 294. bbox=[1164, 635, 1336, 646]
paragraph: Voilà pourquoi ils ont le cafard, ô folliculaires des feuilles bien pensantes ! bbox=[1199, 1329, 1469, 1338]
prisoner-entry: Thebert Joseph, Lachesnay (Ille-et-Vil.), inf. 324. bbox=[806, 774, 991, 785]
prisoner-entry: Roze Lucien, Levallois (Seine), cap., inf. 165. bbox=[806, 439, 978, 450]
